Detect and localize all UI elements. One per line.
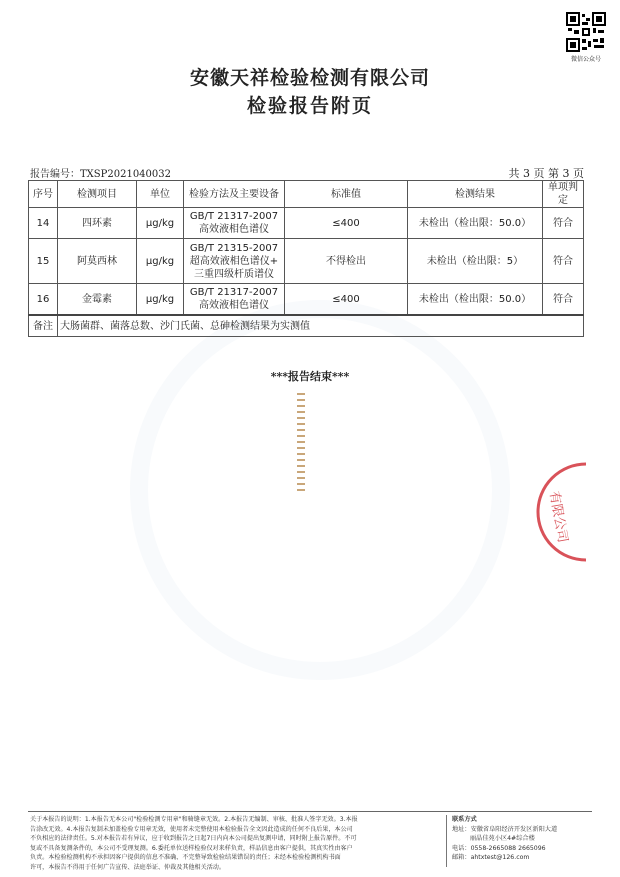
- table-note-row: [29, 315, 584, 337]
- note-label: 备注: [29, 315, 58, 337]
- column-header: 序号: [29, 181, 58, 208]
- background-watermark: [130, 300, 510, 680]
- address-value: 安徽省阜阳经济开发区新阳大道: [470, 825, 558, 833]
- test-result: 未检出（检出限：50.0）: [408, 208, 543, 239]
- method-equipment: 高效液相色谱仪: [199, 224, 269, 235]
- method: [184, 284, 285, 316]
- company-name: 安徽天祥检验检测有限公司: [189, 67, 430, 89]
- disclaimer-line: 关于本报告的说明：1.本报告无本公司"检验检测专用章"和骑缝章无效。2.本报告无编制、审核、批准人签字无效。3.本报: [30, 816, 358, 823]
- report-end-mark: ***报告结束***: [270, 370, 350, 383]
- table-row: [29, 239, 584, 284]
- qr-code-label: 微信公众号: [570, 56, 601, 63]
- footer-divider: [28, 811, 592, 812]
- method-equipment-2: 三重四级杆质谱仪: [194, 268, 274, 280]
- row-number: 15: [29, 239, 58, 284]
- disclaimer-line: 不负相应的法律责任。5.对本报告若有异议，应于收到报告之日起7日内向本公司提出复测申请，同时附上报告原件。不可: [30, 835, 357, 843]
- qr-code-icon: [566, 12, 606, 52]
- test-result: 未检出（检出限：5）: [408, 239, 543, 284]
- contact-title: 联系方式: [452, 816, 477, 823]
- test-item: 四环素: [58, 208, 137, 239]
- standard-value: ≤400: [285, 208, 408, 239]
- test-result: 未检出（检出限：50.0）: [408, 284, 543, 316]
- judgement: 符合: [543, 284, 584, 316]
- method: [184, 239, 285, 284]
- column-header: 标准值: [285, 181, 408, 208]
- report-number: 报告编号：TXSP2021040032: [30, 169, 171, 180]
- column-header: 检测项目: [58, 181, 137, 208]
- method-standard: GB/T 21317-2007: [189, 211, 279, 222]
- page-indicator: 共 3 页 第 3 页: [508, 167, 584, 180]
- unit: μg/kg: [137, 284, 184, 316]
- column-header: 单位: [137, 181, 184, 208]
- disclaimer-line: 许可，本报告不得用于任何广告宣传、法庭举证、仲裁及其他相关活动。: [30, 863, 225, 871]
- note-text: 大肠菌群、菌落总数、沙门氏菌、总砷检测结果为实测值: [58, 315, 584, 337]
- column-header: 单项判定: [543, 181, 584, 208]
- test-results-table: [28, 180, 584, 337]
- disclaimer-line: 复或不具备复测条件的，本公司不受理复测。6.委托单位送样检验仅对来样负责，样品信息由客户提供，其真实性由客户: [30, 844, 353, 852]
- method-equipment: 高效液相色谱仪: [199, 300, 269, 311]
- method-equipment: 超高效液相色谱仪+: [189, 255, 279, 267]
- footer-column-divider: [446, 815, 447, 867]
- method: [184, 208, 285, 239]
- address-line-2: 丽晶佳苑小区4#综合楼: [470, 835, 535, 843]
- disclaimer-line: 告涂改无效。4.本报告复制未加盖检验专用章无效，使用者未完整使用本检验报告全文因此造成的任何不良后果，本公司: [30, 825, 353, 833]
- phone-line: [452, 844, 598, 854]
- judgement: 符合: [543, 208, 584, 239]
- paging-seal-mark: [291, 393, 311, 493]
- test-item: 阿莫西林: [58, 239, 137, 284]
- disclaimer-line: 负责。本检验检测机构不承担因客户提供的信息不准确、不完整导致检验结果错误的责任；未经本检验检测机构书面: [30, 854, 341, 862]
- judgement: 符合: [543, 239, 584, 284]
- phone-value: 0558-2665088 2665096: [470, 844, 546, 852]
- column-header: 检验方法及主要设备: [184, 181, 285, 208]
- report-disclaimer: [30, 815, 440, 873]
- row-number: 16: [29, 284, 58, 316]
- standard-value: 不得检出: [285, 239, 408, 284]
- email-label: 邮箱：: [452, 854, 471, 862]
- method-standard: GB/T 21317-2007: [189, 287, 279, 298]
- standard-value: ≤400: [285, 284, 408, 316]
- table-row: [29, 208, 584, 239]
- seal-text: 有限公司: [546, 490, 570, 544]
- table-row: [29, 284, 584, 316]
- test-item: 金霉素: [58, 284, 137, 316]
- address-line: [452, 825, 598, 835]
- phone-label: 电话：: [452, 844, 471, 852]
- email-value[interactable]: ahtxtest@126.com: [470, 854, 530, 862]
- column-header: 检测结果: [408, 181, 543, 208]
- unit: μg/kg: [137, 239, 184, 284]
- table-header-row: [29, 181, 584, 208]
- row-number: 14: [29, 208, 58, 239]
- document-title: 检验报告附页: [246, 95, 373, 117]
- address-label: 地址：: [452, 825, 471, 833]
- contact-info: [452, 815, 598, 863]
- company-seal-stamp: [528, 462, 588, 562]
- method-standard: GB/T 21315-2007: [189, 242, 279, 254]
- unit: μg/kg: [137, 208, 184, 239]
- email-line: [452, 853, 598, 863]
